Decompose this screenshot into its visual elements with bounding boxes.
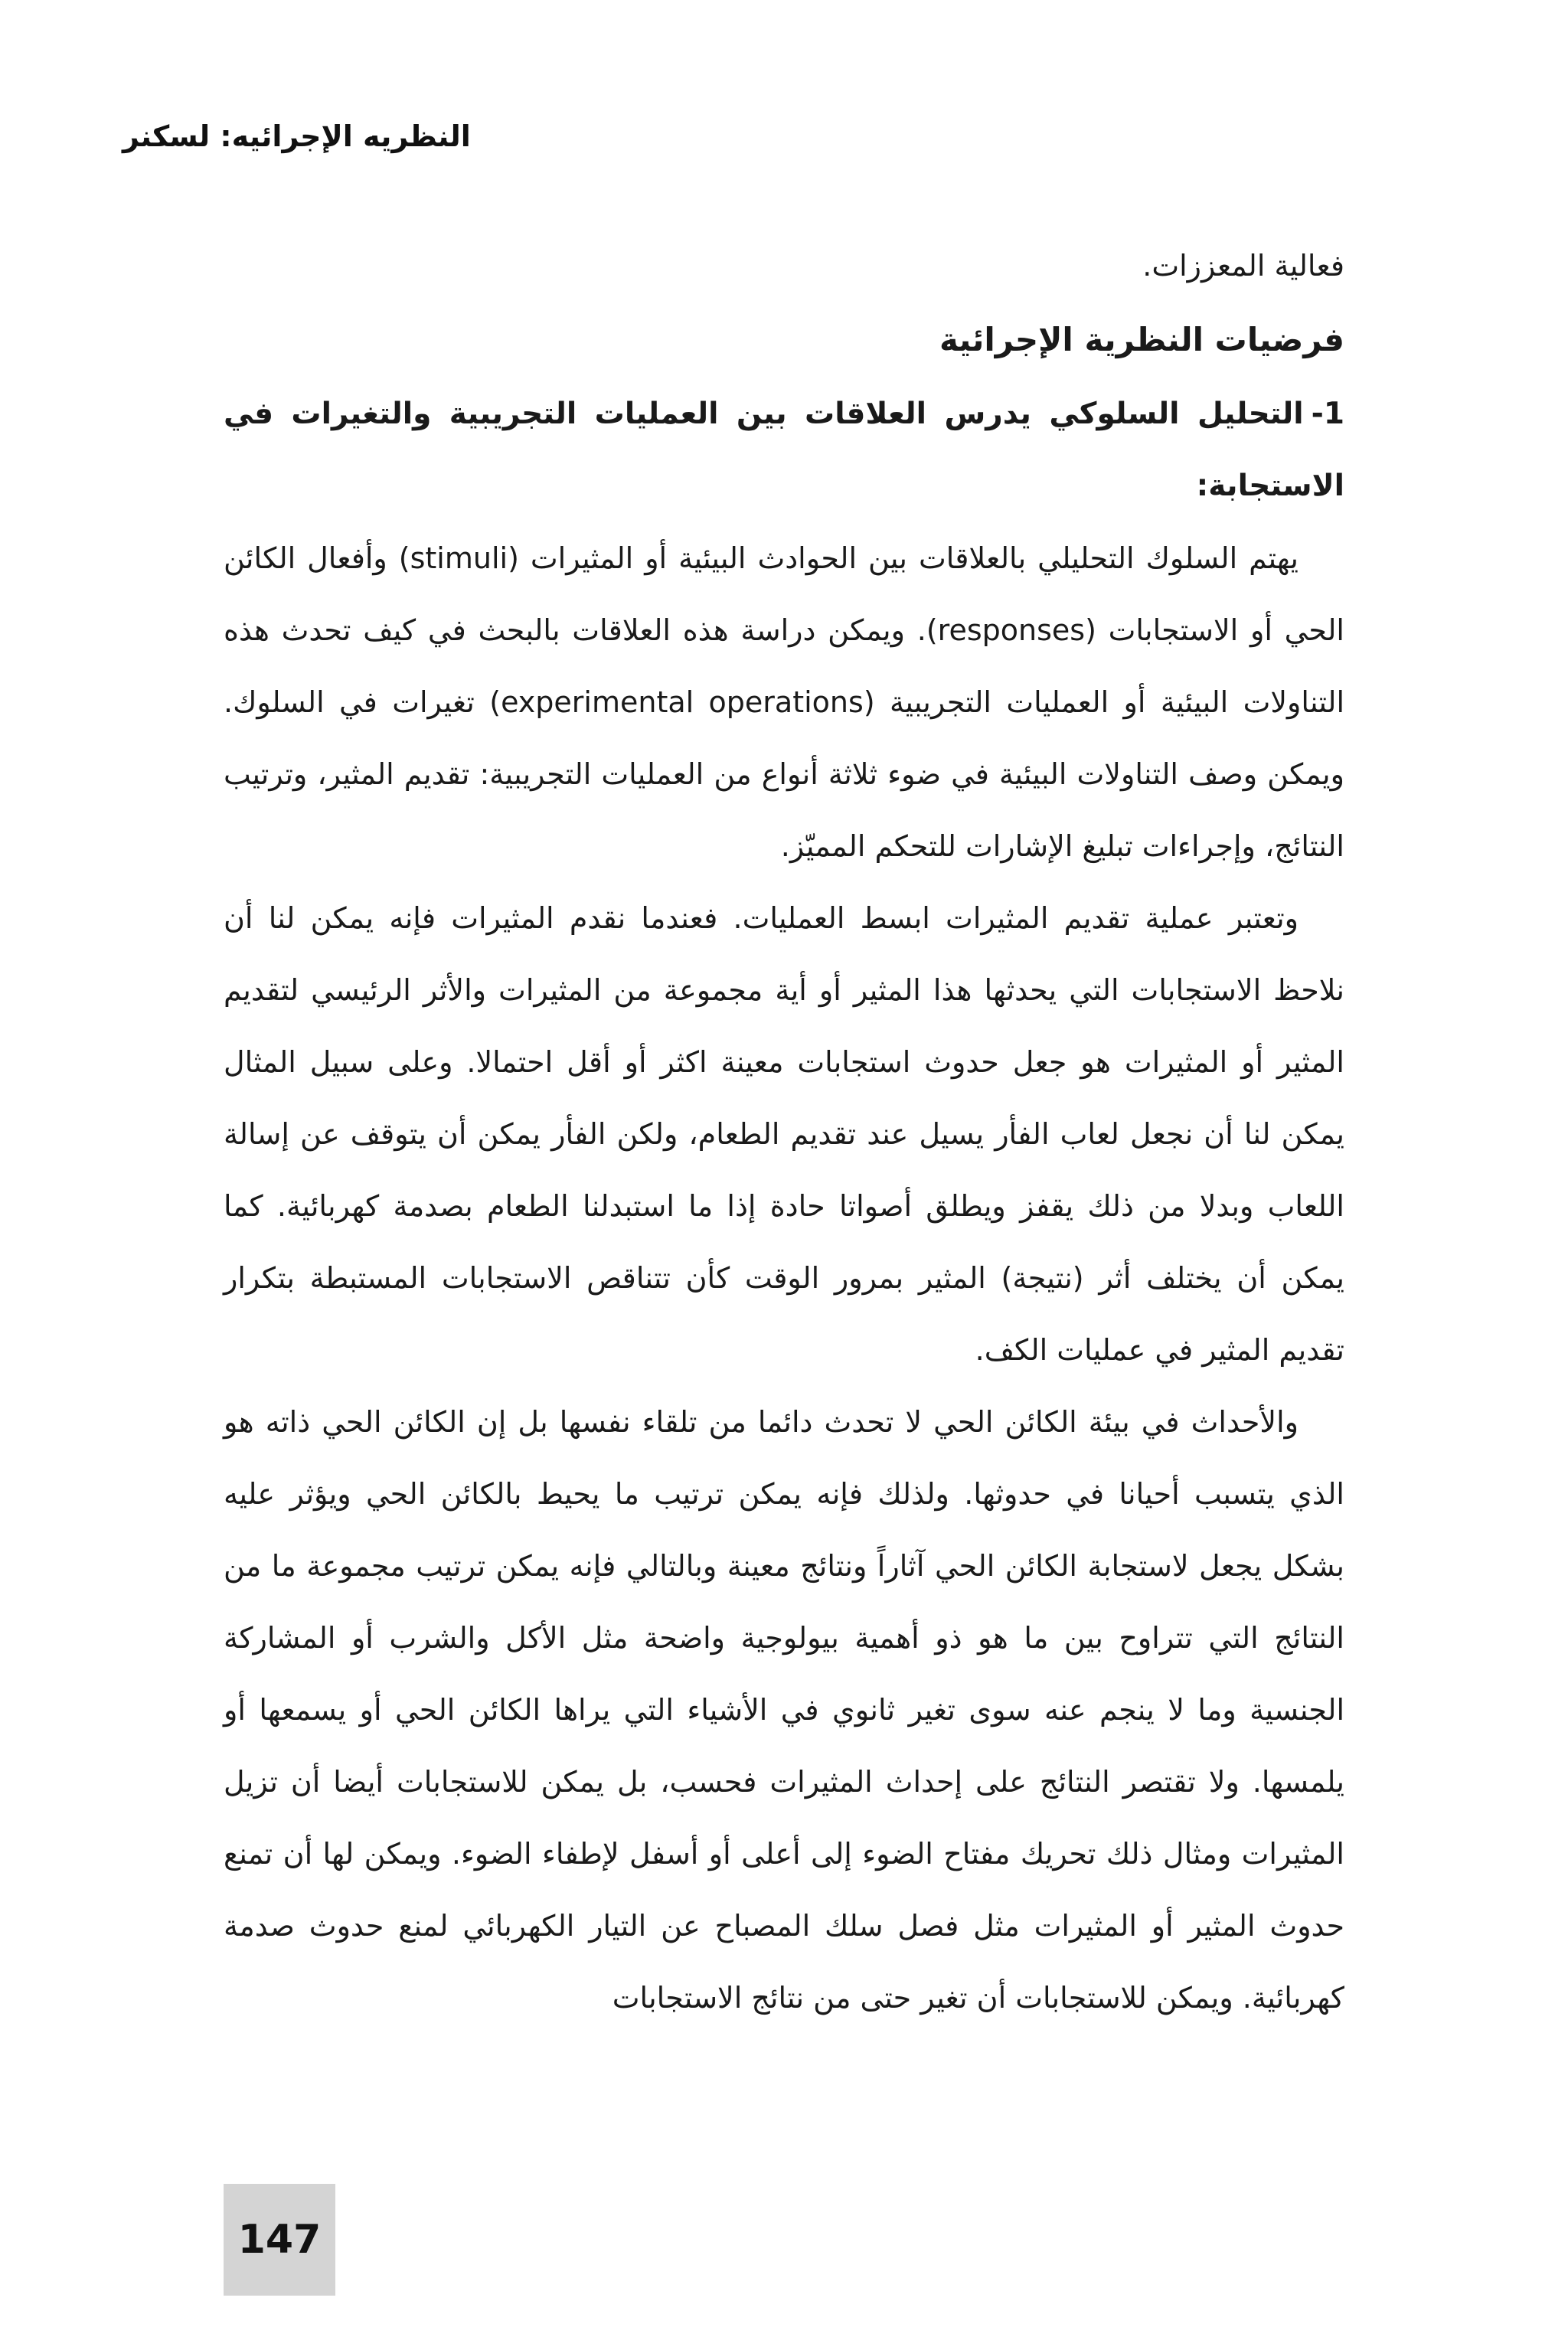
body-paragraph-1: يهتم السلوك التحليلي بالعلاقات بين الحوادث البيئية أو المثيرات (stimuli) وأفعال الكائن الحي أو الاستجابات (responses). ويمكن دراسة هذه العلاقات بالبحث في كيف تحدث هذه التناولات البيئية أو العمليات التجريبية (experimental operations) تغيرات في السلوك. ويمكن وصف التناولات البيئية في ضوء ثلاثة أنواع من العمليات التجريبية: تقديم المثير، وترتيب النتائج، وإجراءات تبليغ الإشارات للتحكم المميّز.	[224, 541, 1345, 863]
hypothesis-heading	[224, 378, 1344, 522]
page-number: 147	[237, 2217, 322, 2263]
body-paragraph-3: والأحداث في بيئة الكائن الحي لا تحدث دائما من تلقاء نفسها بل إن الكائن الحي ذاته هو الذي يتسبب أحيانا في حدوثها. ولذلك فإنه يمكن ترتيب ما يحيط بالكائن الحي ويؤثر عليه بشكل يجعل لاستجابة الكائن الحي آثاراً ونتائج معينة وبالتالي فإنه يمكن ترتيب مجموعة ما من النتائج التي تتراوح بين ما هو ذو أهمية بيولوجية واضحة مثل الأكل والشرب أو المشاركة الجنسية وما لا ينجم عنه سوى تغير ثانوي في الأشياء التي يراها الكائن الحي أو يسمعها أو يلمسها. ولا تقتصر النتائج على إحداث المثيرات فحسب، بل يمكن للاستجابات أيضا أن تزيل المثيرات ومثال ذلك تحريك مفتاح الضوء إلى أعلى أو أسفل لإطفاء الضوء. ويمكن لها أن تمنع حدوث المثير أو المثيرات مثل فصل سلك المصباح عن التيار الكهربائي لمنع حدوث صدمة كهربائية. ويمكن للاستجابات أن تغير حتى من نتائج الاستجابات	[224, 1405, 1344, 2015]
hypothesis-text: التحليل السلوكي يدرس العلاقات بين العمليات التجريبية والتغيرات في الاستجابة:	[224, 397, 1344, 503]
body-paragraph-2: وتعتبر عملية تقديم المثيرات ابسط العمليات. فعندما نقدم المثيرات فإنه يمكن لنا أن نلاحظ الاستجابات التي يحدثها هذا المثير أو أية مجموعة من المثيرات والأثر الرئيسي لتقديم المثير أو المثيرات هو جعل حدوث استجابات معينة اكثر أو أقل احتمالا. وعلى سبيل المثال يمكن لنا أن نجعل لعاب الفأر يسيل عند تقديم الطعام، ولكن الفأر يمكن أن يتوقف عن إسالة اللعاب وبدلا من ذلك يقفز ويطلق أصواتا حادة إذا ما استبدلنا الطعام بصدمة كهربائية. كما يمكن أن يختلف أثر (نتيجة) المثير بمرور الوقت كأن تتناقص الاستجابات المستبطة بتكرار تقديم المثير في عمليات الكف.	[224, 901, 1344, 1367]
page-body	[224, 230, 1344, 2034]
page-number-box	[224, 2184, 335, 2296]
hypothesis-number: 1-	[1311, 397, 1344, 431]
section-title: فرضيات النظرية الإجرائية	[939, 321, 1344, 358]
running-header-title: النظريه الإجرائيه: لسكنر	[122, 119, 471, 153]
intro-line: فعالية المعززات.	[1142, 249, 1344, 283]
